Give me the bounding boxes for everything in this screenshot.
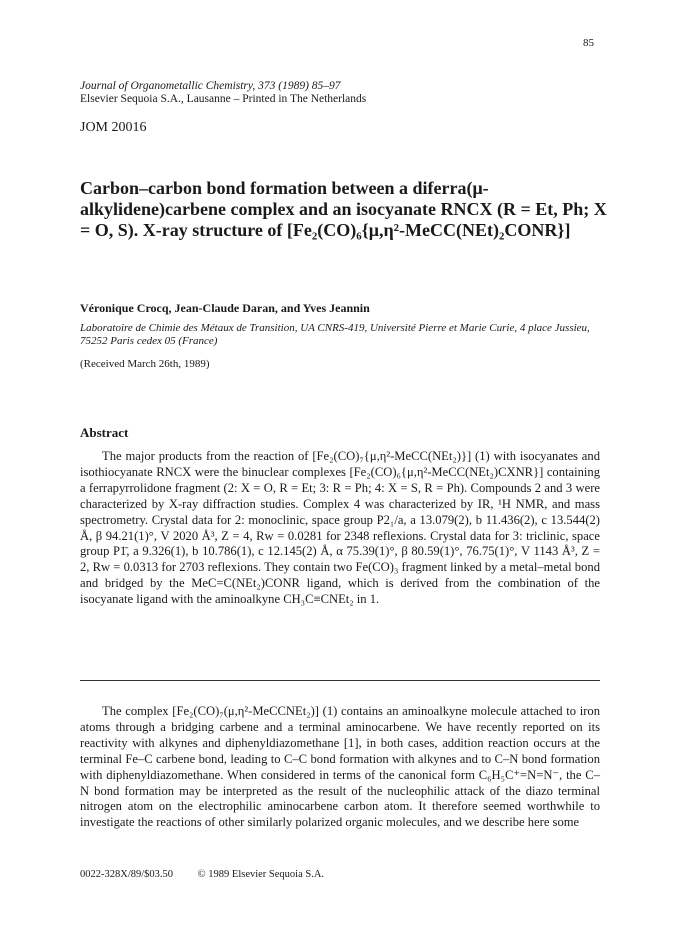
- received-date: (Received March 26th, 1989): [80, 358, 210, 370]
- publisher-line: Elsevier Sequoia S.A., Lausanne – Printed in The Netherlands: [80, 93, 367, 105]
- abstract-heading: Abstract: [80, 425, 129, 440]
- journal-citation: Journal of Organometallic Chemistry, 373 (1989) 85–97: [80, 80, 341, 92]
- page-number: 85: [583, 37, 594, 49]
- jom-code: JOM 20016: [80, 120, 147, 135]
- authors: Véronique Crocq, Jean-Claude Daran, and Yves Jeannin: [80, 301, 370, 315]
- footer-copyright: © 1989 Elsevier Sequoia S.A.: [197, 869, 325, 880]
- journal-header: [80, 80, 366, 106]
- article-title: Carbon–carbon bond formation between a diferra(μ-alkylidene)carbene complex and an isocyanate RNCX (R = Et, Ph; X = O, S). X-ray structure of [Fe₂(CO)₆{μ,η²-MeCC(NEt)₂CONR}]: [80, 178, 607, 240]
- section-divider: [80, 680, 600, 681]
- affiliation: Laboratoire de Chimie des Métaux de Transition, UA CNRS-419, Université Pierre et Marie Curie, 4 place Jussieu, 75252 Paris cedex 05 (France): [80, 322, 590, 347]
- footer: [80, 869, 346, 880]
- abstract-text: The major products from the reaction of [Fe₂(CO)₇{μ,η²-MeCC(NEt₂)}] (1) with isocyanates and isothiocyanate RNCX were the binuclear complexes [Fe₂(CO)₆{μ,η²-MeCC(NEt₂)CXNR}] containing a ferrapyrrolidone fragment (2: X = O, R = Et; 3: R = Ph; 4: X = S, R = Ph). Compounds 2 and 3 were characterized by X-ray diffraction studies. Complex 4 was characterized by IR, ¹H NMR, and mass spectrometry. Crystal data for 2: monoclinic, space group P2₁/a, a 13.079(2), b 11.436(2), c 13.544(2) Å, β 94.21(1)°, V 2020 Å³, Z = 4, Rw = 0.0281 for 2348 reflexions. Crystal data for 3: triclinic, space group P1̄, a 9.326(1), b 10.786(1), c 12.145(2) Å, α 75.39(1)°, β 80.59(1)°, 76.75(1)°, V 1143 Å³, Z = 2, Rw = 0.0313 for 2703 reflexions. They contain two Fe(CO)₃ fragment linked by a metal–metal bond and bridged by the MeC=C(NEt₂)CONR ligand, which is derived from the combination of the isocyanate ligand with the aminoalkyne CH₃C≡CNEt₂ in 1.: [80, 449, 600, 607]
- footer-code: 0022-328X/89/$03.50: [80, 869, 174, 880]
- body-paragraph: The complex [Fe₂(CO)₇(μ,η²-MeCCNEt₂)] (1) contains an aminoalkyne molecule attached to iron atoms through a bridging carbene and a terminal aminocarbene. We have recently reported on its reactivity with alkynes and diphenyldiazomethane [1], in both cases, addition reaction occurs at the terminal Fe–C carbene bond, leading to C–C bond formation with alkynes and to C–N bond formation with diphenyldiazomethane. When considered in terms of the canonical form C₆H₅C⁺=N=N⁻, the C–N bond formation may be interpreted as the result of the nucleophilic attack of the diazo terminal nitrogen atom on the electrophilic aminocarbene carbon atom. It therefore seemed worthwhile to investigate the reactions of other similarly polarized organic molecules, and we describe here some: [80, 704, 600, 830]
